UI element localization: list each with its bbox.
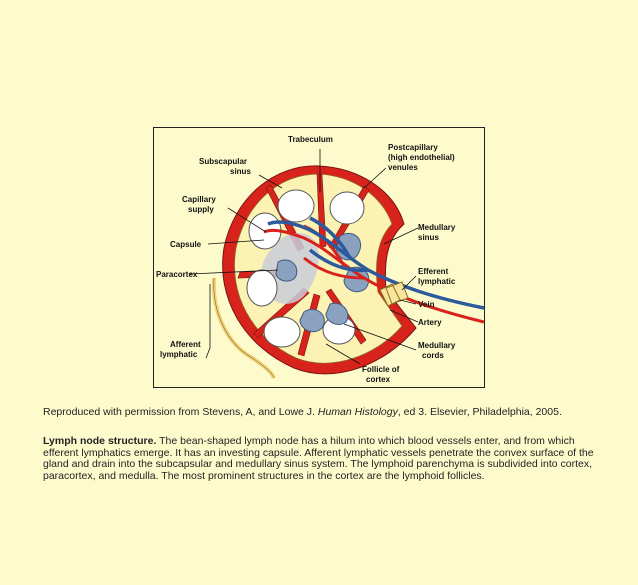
label-postcapillary-1: Postcapillary [388,143,438,152]
label-follicle-1: Follicle of [362,365,400,374]
label-capillary-supply-1: Capillary [182,195,216,204]
label-subscapular-sinus-1: Subscapular [199,157,248,166]
credit-book-title: Human Histology [317,406,398,418]
label-postcapillary-3: venules [388,163,418,172]
label-medullary-cords-2: cords [422,351,444,360]
label-paracortex: Paracortex [156,270,198,279]
label-trabeculum: Trabeculum [288,135,333,144]
label-efferent-1: Efferent [418,267,449,276]
label-medullary-cords-1: Medullary [418,341,456,350]
label-follicle-2: cortex [366,375,391,384]
lymph-node-diagram [154,128,486,389]
label-medullary-sinus-2: sinus [418,233,439,242]
label-subscapular-sinus-2: sinus [230,167,251,176]
lymph-node-figure [153,127,485,388]
label-capillary-supply-2: supply [188,205,214,214]
caption-text: The bean-shaped lymph node has a hilum into which blood vessels enter, and from which efferent lymphatics emerge. It has an investing capsule. Afferent lymphatic vessels penetrate the convex surface of the gland and drain into the subcapsular and medullary sinus system. The lymphoid parenchyma is subdivided into cortex, paracortex, and medulla. The most prominent structures in the cortex are the lymphoid follicles. [43,435,594,482]
label-artery: Artery [418,318,442,327]
label-capsule: Capsule [170,240,202,249]
credit-suffix: , ed 3. Elsevier, Philadelphia, 2005. [397,406,562,418]
label-efferent-2: lymphatic [418,277,456,286]
label-afferent-2: lymphatic [160,350,198,359]
label-postcapillary-2: (high endothelial) [388,153,455,162]
label-afferent-1: Afferent [170,340,201,349]
label-vein: Vein [418,300,435,309]
label-medullary-sinus-1: Medullary [418,223,456,232]
figure-credit [43,407,599,419]
figure-caption [43,436,599,482]
caption-heading: Lymph node structure. [43,435,157,447]
credit-prefix: Reproduced with permission from Stevens, A, and Lowe J. [43,406,318,418]
